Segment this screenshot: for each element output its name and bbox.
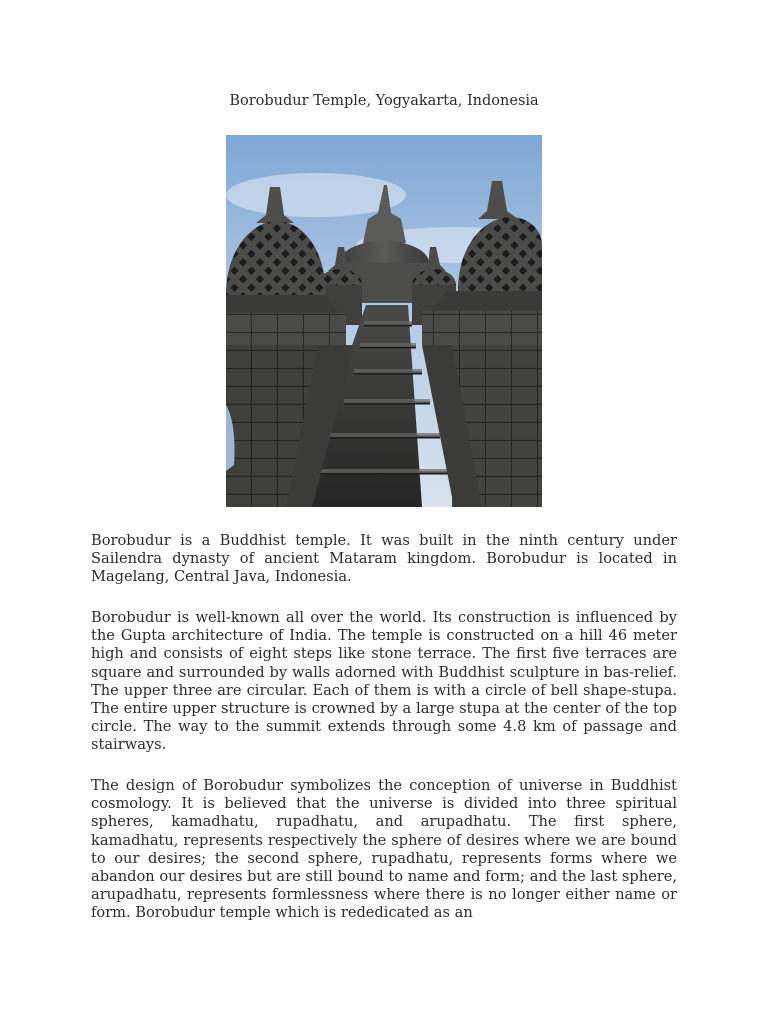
temple-photo xyxy=(226,135,542,507)
paragraph-construction: Borobudur is well-known all over the world. Its construction is influenced by the Gupta architecture of India. The temple is constructed on a hill 46 meter high and consists of eight steps like stone terrace. The first five terraces are square and surrounded by walls adorned with Buddhist sculpture in bas-relief. The upper three are circular. Each of them is with a circle of bell shape-stupa. The entire upper structure is crowned by a large stupa at the center of the top circle. The way to the summit extends through some 4.8 km of passage and stairways. xyxy=(91,609,677,754)
page-title: Borobudur Temple, Yogyakarta, Indonesia xyxy=(229,93,539,109)
paragraph-intro: Borobudur is a Buddhist temple. It was built in the ninth century under Sailendra dynasty of ancient Mataram kingdom. Borobudur is located in Magelang, Central Java, Indonesia. xyxy=(91,532,677,586)
paragraph-design: The design of Borobudur symbolizes the conception of universe in Buddhist cosmology. It is believed that the universe is divided into three spiritual spheres, kamadhatu, rupadhatu, and arupadhatu. The first sphere, kamadhatu, represents respectively the sphere of desires where we are bound to our desires; the second sphere, rupadhatu, represents forms where we abandon our desires but are still bound to name and form; and the last sphere, arupadhatu, represents formlessness where there is no longer either name or form. Borobudur temple which is rededicated as an xyxy=(91,777,677,922)
